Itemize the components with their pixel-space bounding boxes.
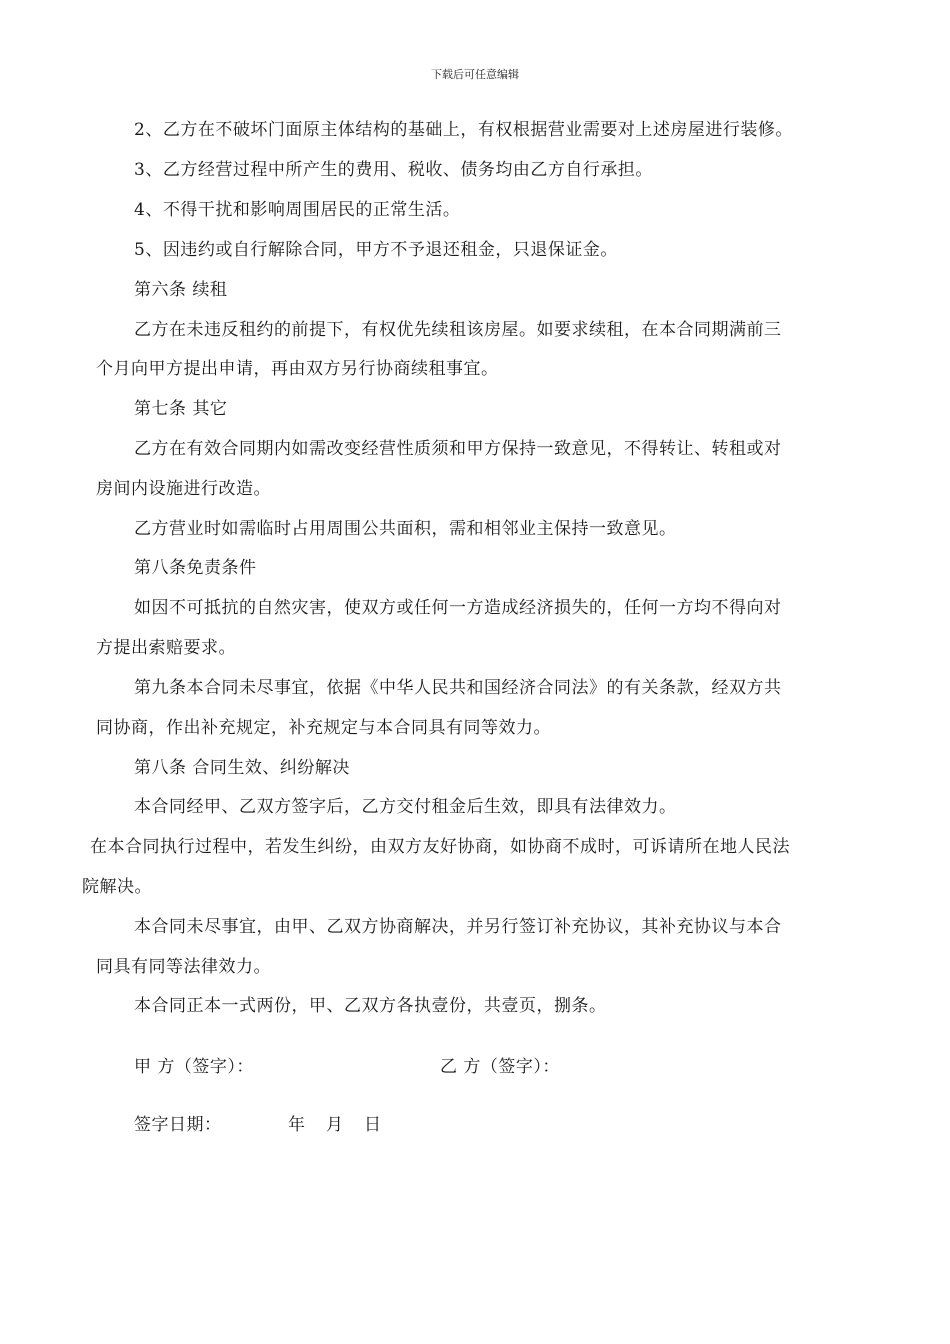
page-header: 下载后可任意编辑 bbox=[431, 68, 519, 81]
paragraph-line: 如因不可抵抗的自然灾害，使双方或任何一方造成经济损失的，任何一方均不得向对 bbox=[134, 598, 782, 618]
paragraph-line: 同具有同等法律效力。 bbox=[96, 957, 271, 977]
paragraph-line: 院解决。 bbox=[82, 877, 152, 897]
clause-3: 3、乙方经营过程中所产生的费用、税收、债务均由乙方自行承担。 bbox=[134, 160, 653, 180]
date-month-label: 月 bbox=[326, 1115, 343, 1135]
date-day-label: 日 bbox=[364, 1115, 381, 1135]
paragraph-line: 同协商，作出补充规定，补充规定与本合同具有同等效力。 bbox=[96, 718, 551, 738]
paragraph-line: 本合同经甲、乙双方签字后，乙方交付租金后生效，即具有法律效力。 bbox=[134, 797, 677, 817]
signing-date-label: 签字日期： bbox=[134, 1115, 222, 1135]
paragraph-line: 个月向甲方提出申请，再由双方另行协商续租事宜。 bbox=[96, 359, 499, 379]
paragraph-line: 在本合同执行过程中，若发生纠纷，由双方友好协商，如协商不成时，可诉请所在地人民法 bbox=[90, 837, 790, 857]
clause-4: 4、不得干扰和影响周围居民的正常生活。 bbox=[134, 200, 461, 220]
paragraph-line: 本合同正本一式两份，甲、乙双方各执壹份，共壹页，捌条。 bbox=[134, 996, 607, 1016]
paragraph-line: 第九条本合同未尽事宜，依据《中华人民共和国经济合同法》的有关条款，经双方共 bbox=[134, 678, 782, 698]
paragraph-line: 乙方在有效合同期内如需改变经营性质须和甲方保持一致意见，不得转让、转租或对 bbox=[134, 439, 782, 459]
clause-5: 5、因违约或自行解除合同，甲方不予退还租金，只退保证金。 bbox=[134, 240, 618, 260]
paragraph-line: 乙方在未违反租约的前提下，有权优先续租该房屋。如要求续租，在本合同期满前三 bbox=[134, 320, 782, 340]
paragraph-line: 房间内设施进行改造。 bbox=[96, 479, 271, 499]
section-heading-7: 第七条 其它 bbox=[134, 399, 228, 419]
paragraph-line: 乙方营业时如需临时占用周围公共面积，需和相邻业主保持一致意见。 bbox=[134, 519, 677, 539]
date-year-label: 年 bbox=[288, 1115, 305, 1135]
paragraph-line: 方提出索赔要求。 bbox=[96, 638, 236, 658]
clause-2: 2、乙方在不破坏门面原主体结构的基础上，有权根据营业需要对上述房屋进行装修。 bbox=[134, 120, 793, 140]
party-a-signature-label: 甲 方（签字）： bbox=[134, 1057, 254, 1077]
party-b-signature-label: 乙 方（签字）： bbox=[440, 1057, 560, 1077]
section-heading-8: 第八条免责条件 bbox=[134, 558, 257, 578]
paragraph-line: 本合同未尽事宜，由甲、乙双方协商解决，并另行签订补充协议，其补充协议与本合 bbox=[134, 917, 782, 937]
section-heading-8b: 第八条 合同生效、纠纷解决 bbox=[134, 758, 350, 778]
section-heading-6: 第六条 续租 bbox=[134, 280, 228, 300]
